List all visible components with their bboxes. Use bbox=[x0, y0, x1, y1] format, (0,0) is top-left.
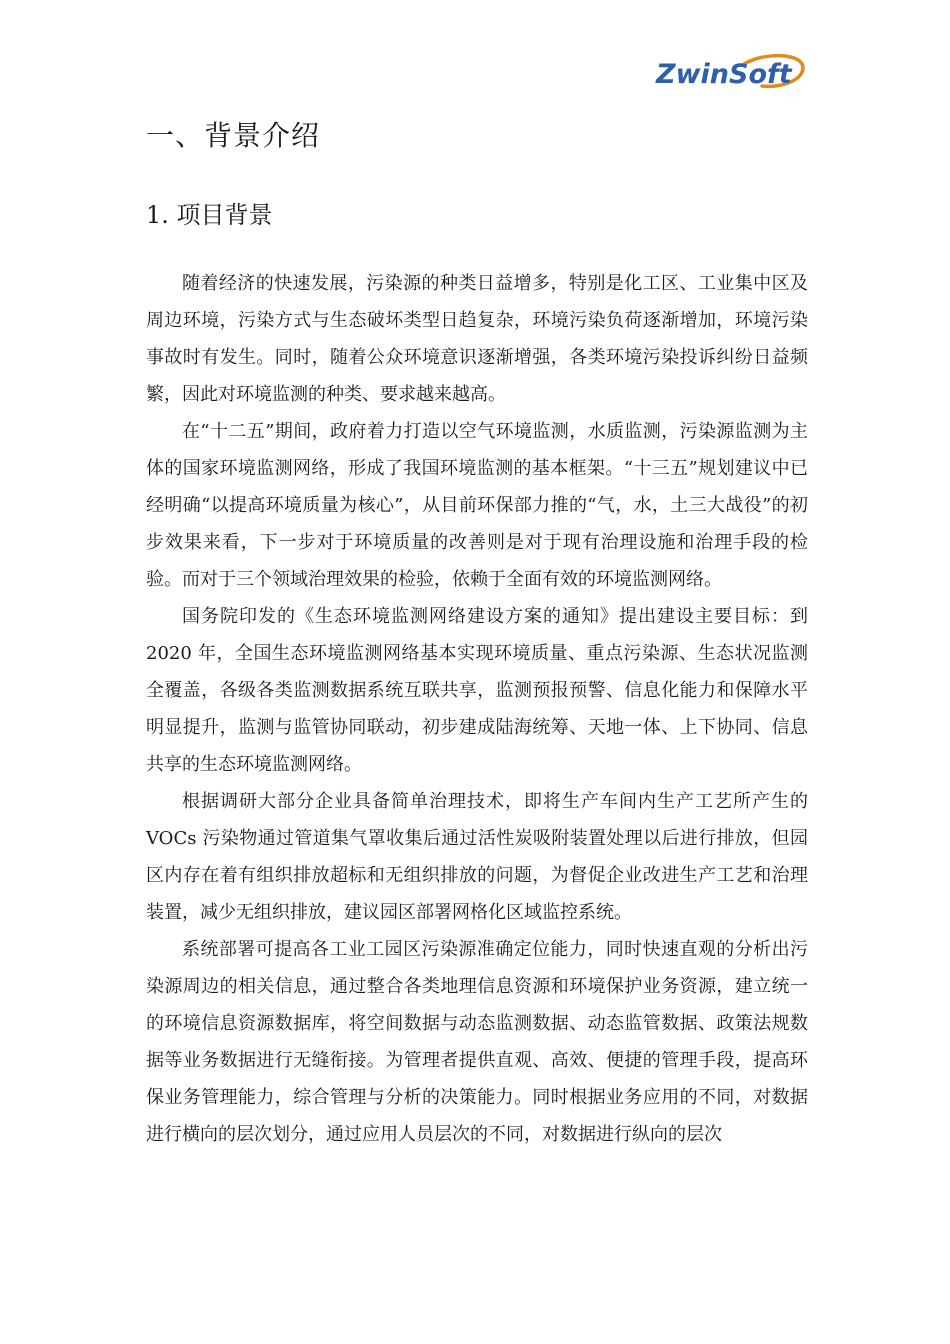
paragraph: 在“十二五”期间，政府着力打造以空气环境监测，水质监测，污染源监测为主体的国家环境监测网络，形成了我国环境监测的基本框架。“十三五”规划建议中已经明确“以提高环境质量为核心”，从目前环保部力推的“气，水，土三大战役”的初步效果来看，下一步对于环境质量的改善则是对于现有治理设施和治理手段的检验。而对于三个领域治理效果的检验，依赖于全面有效的环境监测网络。 bbox=[146, 421, 808, 590]
company-logo bbox=[652, 52, 808, 96]
paragraph: 根据调研大部分企业具备简单治理技术，即将生产车间内生产工艺所产生的 VOCs 污染物通过管道集气罩收集后通过活性炭吸附装置处理以后进行排放，但园区内存在着有组织排放超标和无组织排放的问题，为督促企业改进生产工艺和治理装置，减少无组织排放，建议园区部署网格化区域监控系统。 bbox=[146, 791, 808, 923]
section-title: 一、背景介绍 bbox=[146, 119, 321, 152]
paragraph: 随着经济的快速发展，污染源的种类日益增多，特别是化工区、工业集中区及周边环境，污染方式与生态破坏类型日趋复杂，环境污染负荷逐渐增加，环境污染事故时有发生。同时，随着公众环境意识逐渐增强，各类环境污染投诉纠纷日益频繁，因此对环境监测的种类、要求越来越高。 bbox=[146, 273, 808, 405]
logo-wordmark: ZwinSoft bbox=[656, 59, 792, 90]
paragraph: 系统部署可提高各工业工园区污染源准确定位能力，同时快速直观的分析出污染源周边的相关信息，通过整合各类地理信息资源和环境保护业务资源，建立统一的环境信息资源数据库，将空间数据与动态监测数据、动态监管数据、政策法规数据等业务数据进行无缝衔接。为管理者提供直观、高效、便捷的管理手段，提高环保业务管理能力，综合管理与分析的决策能力。同时根据业务应用的不同，对数据进行横向的层次划分，通过应用人员层次的不同，对数据进行纵向的层次 bbox=[146, 939, 808, 1145]
subsection-title: 1. 项目背景 bbox=[146, 201, 273, 229]
zwinsoft-logo-icon bbox=[652, 52, 808, 96]
body-text bbox=[146, 265, 808, 1153]
paragraph: 国务院印发的《生态环境监测网络建设方案的通知》提出建设主要目标：到 2020 年，全国生态环境监测网络基本实现环境质量、重点污染源、生态状况监测全覆盖，各级各类监测数据系统互联共享，监测预报预警、信息化能力和保障水平明显提升，监测与监管协同联动，初步建成陆海统筹、天地一体、上下协同、信息共享的生态环境监测网络。 bbox=[146, 606, 808, 775]
